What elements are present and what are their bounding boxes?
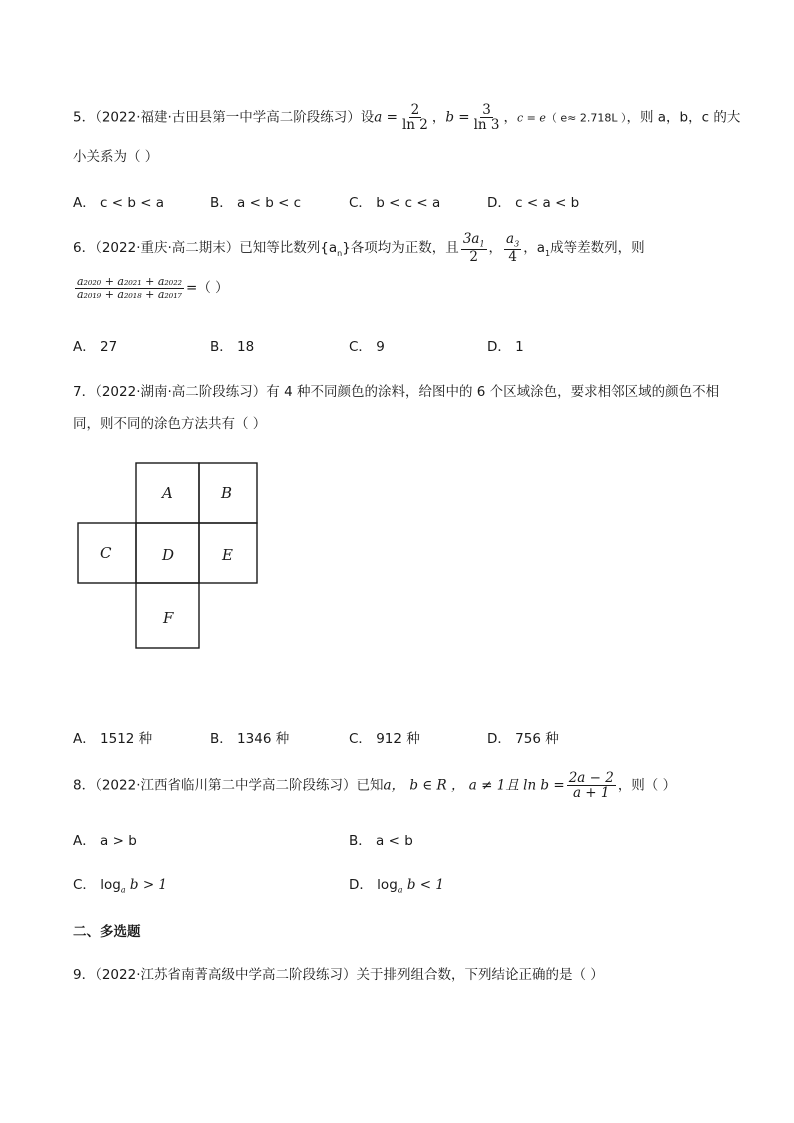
- q5-option-b[interactable]: B． a < b < c: [210, 195, 302, 211]
- q8-option-a[interactable]: A． a > b: [73, 833, 137, 849]
- region-label-f: F: [163, 609, 174, 627]
- q6-option-d[interactable]: D． 1: [487, 339, 524, 355]
- q8-option-b[interactable]: B． a < b: [349, 833, 413, 849]
- region-label-a: A: [162, 484, 173, 502]
- q5-e-note: （ e≈ 2.718L ）: [545, 111, 627, 125]
- q6-big-fraction: $\frac{\text{a₂₀₂₀ + a₂₀₂₁ + a₂₀₂₂}}{\text{a₂₀₁₉ + a₂₀₁₈ + a₂₀₁₇}}$: [77, 275, 183, 301]
- q7-option-b[interactable]: B． 1346 种: [210, 731, 290, 747]
- q7-option-c[interactable]: C． 912 种: [349, 731, 420, 747]
- q5-option-c[interactable]: C． b < c < a: [349, 195, 441, 211]
- q8-option-d[interactable]: D． $\log_a b < 1$: [349, 877, 444, 895]
- question-7-line-1: 7．（2022·湖南·高二阶段练习）有 4 种不同颜色的涂料，给图中的 6 个区域涂色，要求相邻区域的颜色不相: [73, 384, 720, 400]
- q7-option-d[interactable]: D． 756 种: [487, 731, 559, 747]
- q5-suffix: ，则 a，b，c 的大: [626, 109, 741, 126]
- question-9-line-1: 9．（2022·江苏省南菁高级中学高二阶段练习）关于排列组合数，下列结论正确的是（ ）: [73, 967, 604, 983]
- region-label-d: D: [162, 546, 175, 564]
- q6-option-b[interactable]: B． 18: [210, 339, 255, 355]
- q5-c-def: c = e: [517, 111, 546, 125]
- q6-option-c[interactable]: C． 9: [349, 339, 385, 355]
- question-6-line-2: $\frac{\text{a₂₀₂₀ + a₂₀₂₁ + a₂₀₂₂}}{\text{a₂₀₁₉ + a₂₀₁₈ + a₂₀₁₇}}$ =（ ）: [77, 275, 229, 301]
- question-8-line-1: 8．（2022·江西省临川第二中学高二阶段练习）已知a， b ∈ R ， a ≠ 1且 ln b = $\frac{2a - 2}{a + 1}$ ，则（ ）: [73, 770, 677, 802]
- q8-fraction: $\frac{2a - 2}{a + 1}$: [568, 770, 614, 802]
- q6-fraction-1: $\frac{3a_1}{2}$: [462, 231, 485, 266]
- q5-a-var: a =: [374, 109, 398, 126]
- question-5-line-2: 小关系为（ ）: [73, 149, 159, 165]
- section-heading-multiple-choice: 二、多选题: [73, 924, 141, 940]
- q5-b-fraction: $\frac{3}{\ln 3}$: [473, 102, 500, 134]
- region-label-c: C: [100, 544, 112, 562]
- q6-option-a[interactable]: A． 27: [73, 339, 118, 355]
- region-label-b: B: [221, 484, 233, 502]
- q5-option-a[interactable]: A． c < b < a: [73, 195, 165, 211]
- question-5-line-1: 5．（2022·福建·古田县第一中学高二阶段练习）设a = $\frac{2}{\ln 2}$ ，b = $\frac{3}{\ln 3}$ ，c = e（ e≈ 2.718L ），则 a，b，c 的大: [73, 102, 741, 134]
- q6-fraction-2: $\frac{a_3}{4}$: [506, 231, 520, 266]
- q5-prefix: 5．（2022·福建·古田县第一中学高二阶段练习）设: [73, 109, 375, 126]
- question-6-line-1: 6．（2022·重庆·高二期末）已知等比数列$\{a_n\}$各项均为正数，且 $\frac{3a_1}{2}$ ， $\frac{a_3}{4}$ ，$a_1$成等差数列，则: [73, 231, 645, 266]
- q8-condition: a， b ∈ R ， a ≠ 1且 ln b =: [383, 777, 565, 794]
- q5-a-fraction: $\frac{2}{\ln 2}$: [401, 102, 428, 134]
- q5-option-d[interactable]: D． c < a < b: [487, 195, 580, 211]
- q8-option-c[interactable]: C． $\log_a b > 1$: [73, 877, 168, 895]
- region-grid-diagram: [70, 455, 270, 655]
- q5-b-var: b =: [445, 109, 470, 126]
- question-7-line-2: 同，则不同的涂色方法共有（ ）: [73, 416, 267, 432]
- q7-option-a[interactable]: A． 1512 种: [73, 731, 153, 747]
- region-label-e: E: [222, 546, 233, 564]
